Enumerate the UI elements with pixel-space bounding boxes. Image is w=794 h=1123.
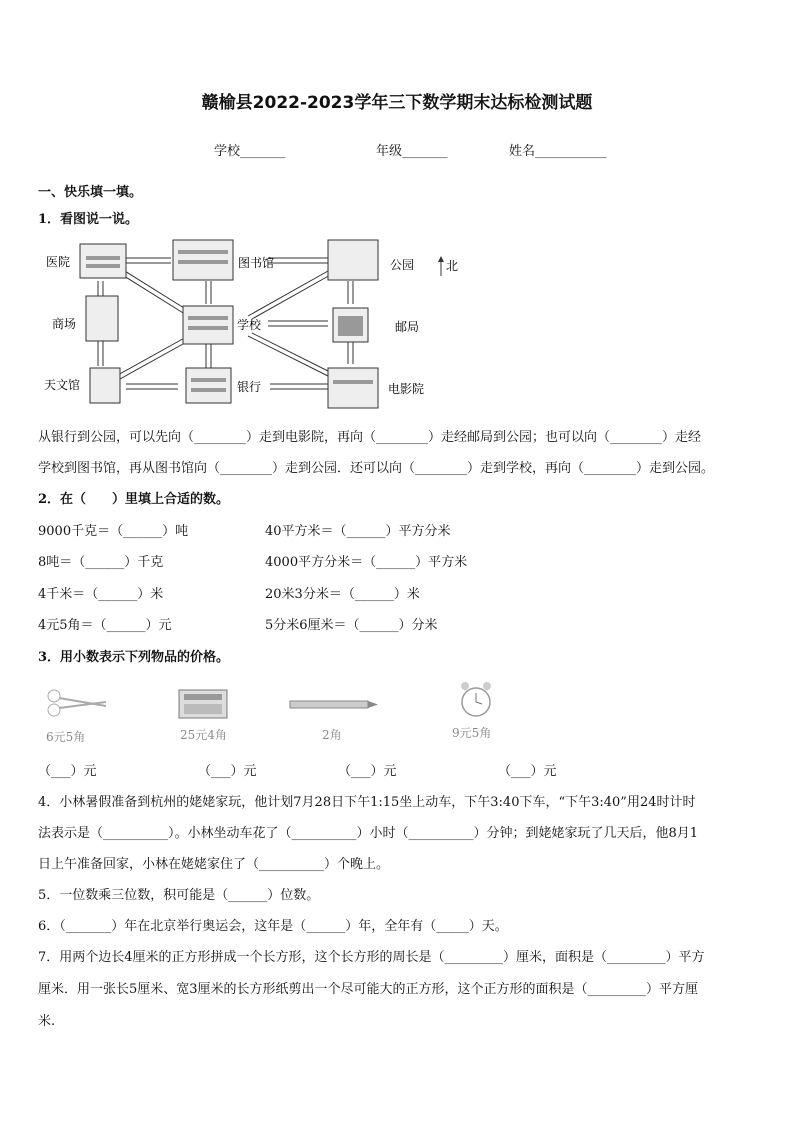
q2-item: 9000千克＝（______）吨: [38, 524, 189, 539]
map-label-mall: 商场: [52, 317, 77, 331]
q4-line2: 法表示是（__________）。小林坐动车花了（__________）小时（__________）分钟；到姥姥家玩了几天后，他8月1: [38, 826, 699, 841]
q3-blank: （___）元: [38, 764, 97, 779]
name-field[interactable]: 姓名___________: [509, 144, 607, 159]
mall-icon: [86, 296, 118, 341]
q1-text-line1: 从银行到公园，可以先向（________）走到电影院，再向（________）走经邮局到公园；也可以向（________）走经: [38, 430, 702, 445]
hospital-icon: [80, 244, 126, 278]
price-label: 9元5角: [452, 726, 492, 740]
price-label: 25元4角: [180, 728, 227, 742]
q4-line3: 日上午准备回家，小林在姥姥家住了（__________）个晚上。: [38, 857, 390, 872]
q2-item: 4千米＝（______）米: [38, 587, 164, 602]
map-label-school: 学校: [237, 318, 262, 332]
q2-label: 2．在（ ）里填上合适的数。: [38, 492, 230, 507]
map-label-north: 北: [446, 259, 459, 273]
q6-text: 6．（_______）年在北京举行奥运会，这年是（______）年，全年有（_____）天。: [38, 919, 508, 934]
q3-blank: （___）元: [198, 764, 257, 779]
price-label: 6元5角: [46, 730, 86, 744]
q7-line3: 米.: [38, 1014, 56, 1029]
q5-text: 5．一位数乘三位数，积可能是（______）位数。: [38, 888, 320, 903]
q2-item: 4元5角＝（______）元: [38, 618, 172, 633]
q7-line1: 7．用两个边长4厘米的正方形拼成一个长方形，这个长方形的周长是（_________）厘米，面积是（_________）平方: [38, 950, 705, 965]
scissors-icon: [44, 686, 110, 720]
price-label: 2角: [322, 728, 342, 742]
pencil-icon: [288, 698, 380, 712]
q1-text-line2: 学校到图书馆，再从图书馆向（________）走到公园．还可以向（________）走到学校，再向（________）走到公园。: [38, 461, 715, 476]
map-label-bank: 银行: [237, 380, 262, 394]
q2-item: 8吨＝（______）千克: [38, 555, 164, 570]
grade-field[interactable]: 年级_______: [376, 144, 448, 159]
direction-map: [38, 236, 468, 416]
q3-blank: （___）元: [338, 764, 397, 779]
q1-label: 1．看图说一说。: [38, 212, 139, 227]
section-heading: 一、快乐填一填。: [38, 185, 143, 200]
map-label-library: 图书馆: [238, 256, 275, 270]
alarm-clock-icon: [458, 678, 494, 720]
map-label-cinema: 电影院: [388, 382, 425, 396]
q2-item: 5分米6厘米＝（______）分米: [265, 618, 438, 633]
q2-item: 20米3分米＝（______）米: [265, 587, 420, 602]
map-label-hospital: 医院: [46, 255, 71, 269]
school-field[interactable]: 学校_______: [214, 144, 286, 159]
q2-item: 4000平方分米＝（______）平方米: [265, 555, 468, 570]
park-icon: [328, 240, 378, 280]
q3-blank: （___）元: [498, 764, 557, 779]
q3-label: 3．用小数表示下列物品的价格。: [38, 650, 230, 665]
map-label-park: 公园: [390, 258, 415, 272]
observatory-icon: [90, 368, 120, 403]
school-icon: [183, 306, 233, 344]
map-label-post: 邮局: [395, 320, 420, 334]
q2-item: 40平方米＝（______）平方分米: [265, 524, 451, 539]
bank-icon: [186, 368, 231, 403]
page-title: 赣榆县2022-2023学年三下数学期末达标检测试题: [201, 93, 593, 113]
q7-line2: 厘米．用一张长5厘米、宽3厘米的长方形纸剪出一个尽可能大的正方形，这个正方形的面积是（_________）平方厘: [38, 982, 699, 997]
q4-line1: 4．小林暑假准备到杭州的姥姥家玩，他计划7月28日下午1:15坐上动车，下午3:40下车，“下午3:40”用24时计时: [38, 795, 696, 810]
cinema-icon: [328, 368, 378, 408]
map-label-observatory: 天文馆: [44, 378, 81, 392]
pencil-case-icon: [176, 684, 232, 722]
